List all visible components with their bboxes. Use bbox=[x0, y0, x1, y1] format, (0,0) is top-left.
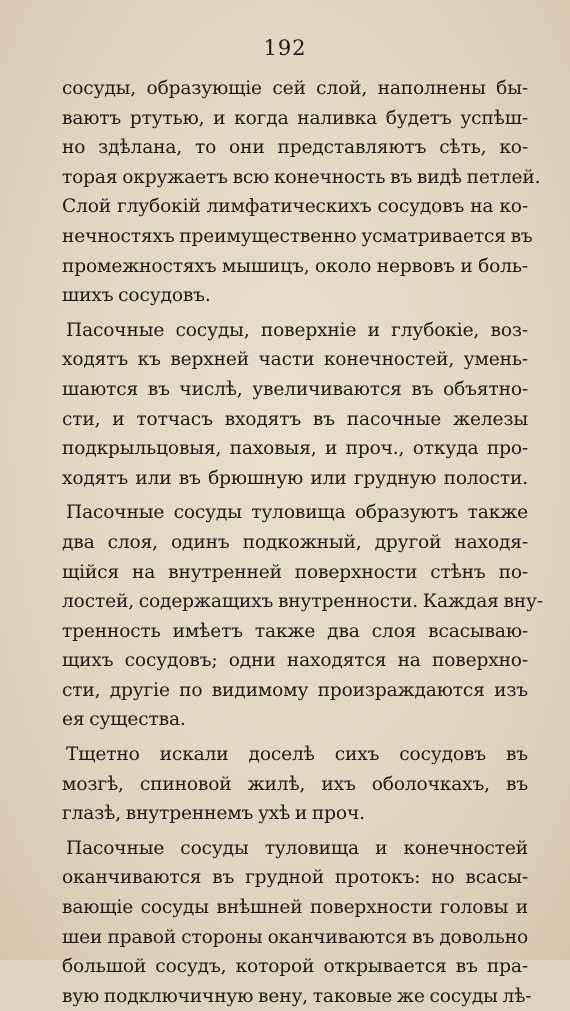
text-line: шаются въ числѣ, увеличиваются въ объятно- bbox=[62, 378, 528, 400]
text-line: глазѣ, внутреннемъ ухѣ и проч. bbox=[62, 803, 365, 825]
text-line: промежностяхъ мышицъ, около нервовъ и боль- bbox=[62, 255, 528, 277]
text-line: Слой глубокій лимфатическихъ сосудовъ на ко- bbox=[62, 196, 528, 218]
text-line: два слоя, одинъ подкожный, другой находя- bbox=[62, 531, 528, 553]
text-line: ея существа. bbox=[62, 709, 186, 731]
text-line: щійся на внутренней поверхности стѣнъ по- bbox=[62, 561, 528, 583]
text-line: ходятъ къ верхней части конечностей, умень- bbox=[62, 349, 528, 371]
text-line: большой сосудъ, которой открывается въ пра- bbox=[62, 956, 528, 978]
text-line: мозгѣ, спиновой жилѣ, ихъ оболочкахъ, въ bbox=[62, 773, 528, 795]
text-line: вающіе сосуды внѣшней поверхности головы и bbox=[62, 897, 528, 919]
text-line: подкрыльцовыя, паховыя, и проч., откуда про- bbox=[62, 438, 528, 460]
text-line: сти, другіе по видимому произраждаются изъ bbox=[62, 679, 528, 701]
body-text bbox=[62, 74, 543, 1011]
text-line: нечностяхъ преимущественно усматривается въ bbox=[62, 225, 533, 247]
text-line: оканчиваются въ грудной протокъ: но всасы- bbox=[62, 867, 528, 889]
text-line: ходятъ или въ брюшную или грудную полости. bbox=[62, 467, 528, 489]
text-line: шеи правой стороны оканчиваются въ довольно bbox=[62, 926, 528, 948]
text-line: но здѣлана, то они представляютъ сѣть, ко- bbox=[62, 137, 528, 159]
text-line: лостей, содержащихъ внутренности. Каждая вну- bbox=[62, 591, 543, 613]
text-line: шихъ сосудовъ. bbox=[62, 285, 211, 307]
page-number: 192 bbox=[263, 36, 307, 60]
text-line: сосуды, образующіе сей слой, наполнены бы- bbox=[62, 78, 528, 99]
text-line: торая окружаетъ всю конечность въ видѣ петлей. bbox=[62, 166, 541, 188]
text-line: Пасочные сосуды, поверхніе и глубокіе, воз- bbox=[66, 319, 528, 341]
text-line: щихъ сосудовъ; одни находятся на поверхно- bbox=[62, 650, 528, 672]
text-line: Пасочные сосуды туловища и конечностей bbox=[66, 837, 528, 859]
text-line: Пасочные сосуды туловища образуютъ также bbox=[66, 502, 528, 524]
text-line: тренность имѣетъ также два слоя всасываю- bbox=[62, 620, 528, 642]
text-line: Тщетно искали доселѣ сихъ сосудовъ въ bbox=[66, 744, 528, 766]
text-line: вую подключичную вену, таковые же сосуды лѣ- bbox=[62, 985, 532, 1007]
text-line: ваютъ ртутью, и когда наливка будетъ успѣш- bbox=[62, 107, 528, 129]
text-line: сти, и тотчасъ входятъ въ пасочные железы bbox=[62, 408, 528, 430]
